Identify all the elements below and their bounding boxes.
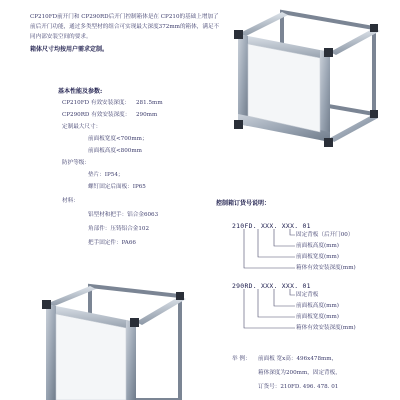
- order-heading: 控制箱订货号说明：: [216, 200, 271, 207]
- rear-door-enclosure-image: [40, 282, 220, 400]
- size-width: 前面板宽度<700mm；: [88, 136, 148, 142]
- size-height: 前面板高度<800mm: [88, 148, 142, 154]
- code2-item-1: 固定背板: [296, 292, 319, 298]
- front-door-enclosure-image: [224, 6, 394, 156]
- example-line-1: 前面板 宽x高：496x478mm，: [258, 356, 338, 362]
- example-line-2: 箱体深度为200mm，固定背板，: [258, 370, 341, 376]
- code1-item-2: 前面板高度(mm): [296, 243, 339, 249]
- material-corner: 角部件：压铸铝合金102: [88, 226, 150, 232]
- code2-item-4: 箱体有效安装深度(mm): [296, 325, 356, 331]
- code1-item-4: 箱体有效安装深度(mm): [296, 265, 356, 271]
- protection-screw-panel: 螺钉固定后面板：IP65: [88, 184, 146, 190]
- order-code-290rd: 290RD. XXX. XXX. 01: [232, 282, 311, 290]
- custom-note: 箱体尺寸均按用户需求定制。: [30, 46, 109, 53]
- depth-fd-value: 281.5mm: [136, 100, 163, 106]
- intro-paragraph: CP210FD前开门和 CP290RD后开门控制箱体是在 CP210的基础上增加了前后开门功能，通过多类型材的组合可实现最大深度372mm的箱体，满足不同内部安装空间的要求。: [30, 14, 220, 40]
- example-label: 举 例：: [232, 356, 251, 362]
- basic-heading: 基本性能及参数:: [58, 88, 103, 95]
- material-profile: 铝型材和把手：铝合金6063: [88, 212, 159, 218]
- depth-fd-label: CP210FD 有效安装深度：: [62, 100, 131, 106]
- code2-item-3: 前面板宽度(mm): [296, 314, 339, 320]
- example-line-3: 订货号：210FD. 496. 478. 01: [258, 384, 339, 390]
- code2-item-2: 前面板高度(mm): [296, 303, 339, 309]
- protection-label: 防护等级：: [62, 160, 90, 166]
- depth-rd-label: CP290RD 有效安装深度：: [62, 112, 131, 118]
- order-code-210fd: 210FD. XXX. XXX. 01: [232, 222, 311, 230]
- depth-rd-value: 290mm: [136, 112, 158, 118]
- material-handle: 把手固定件：PA66: [88, 240, 136, 246]
- size-label: 定制最大尺寸：: [62, 124, 102, 130]
- code1-item-3: 前面板宽度(mm): [296, 254, 339, 260]
- protection-gasket: 垫片：IP54；: [88, 172, 124, 178]
- material-label: 材料：: [62, 198, 79, 204]
- code1-item-1: 固定背板（后开门00）: [296, 232, 354, 238]
